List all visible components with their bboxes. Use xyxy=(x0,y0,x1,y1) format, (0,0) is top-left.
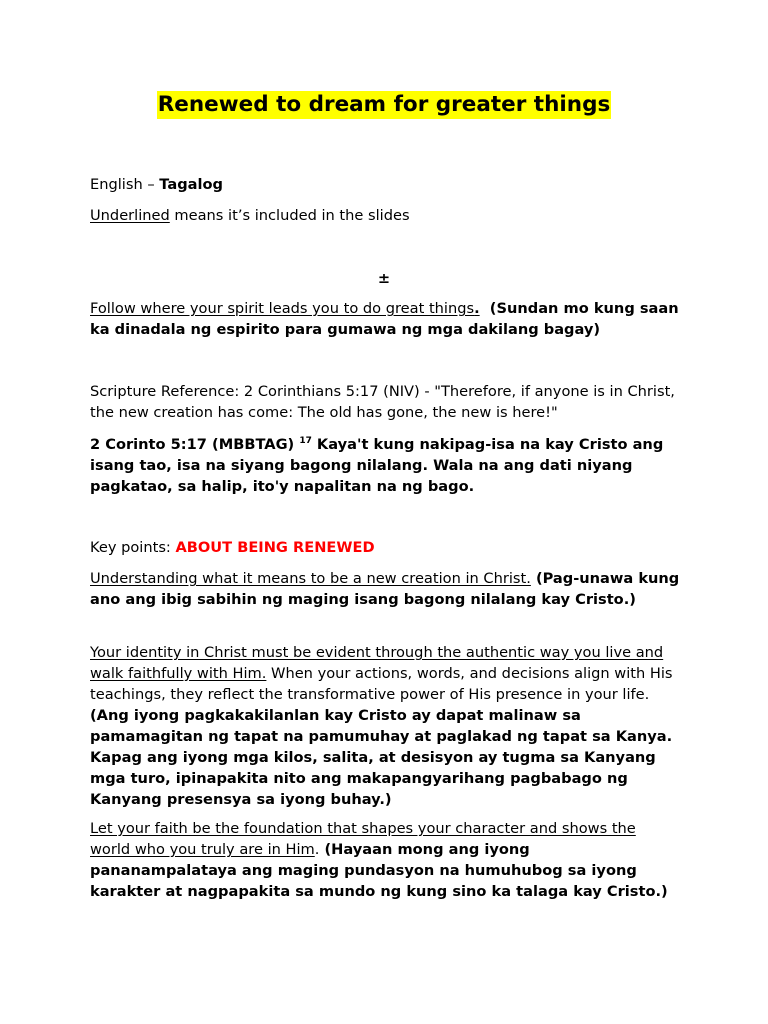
title-container xyxy=(0,91,768,119)
key-points-label: Key points: xyxy=(90,539,176,556)
theme-english: Follow where your spirit leads you to do great things xyxy=(90,300,475,317)
language-english-label: English – xyxy=(90,176,160,193)
verse-number: 17 xyxy=(299,436,312,446)
key-points-title: ABOUT BEING RENEWED xyxy=(175,539,375,556)
scripture-tagalog xyxy=(90,434,680,497)
key-point-1 xyxy=(90,568,680,610)
key-point-2-underlined: Your identity in Christ must be evident through the authentic way you live and walk faithfully with Him. xyxy=(90,644,664,682)
language-legend xyxy=(90,174,680,195)
slides-note xyxy=(90,205,680,226)
key-point-3-underlined: Let your faith be the foundation that shapes your character and shows the world who you truly are in Him xyxy=(90,820,636,858)
key-point-2-plain: When your actions, words, and decisions align with His teachings, they reflect the transformative power of His presence in your life. xyxy=(90,665,673,703)
key-point-1-tagalog: (Pag-unawa kung ano ang ibig sabihin ng maging isang bagong nilalang kay Cristo.) xyxy=(90,570,680,608)
scripture-reference: Scripture Reference: 2 Corinthians 5:17 (NIV) - "Therefore, if anyone is in Christ, the new creation has come: The old has gone, the new is here!" xyxy=(90,383,675,421)
key-points-heading xyxy=(90,537,680,558)
note-underlined-word: Underlined xyxy=(90,207,170,224)
language-tagalog-label: Tagalog xyxy=(159,176,223,193)
section-separator: ± xyxy=(377,270,391,287)
key-point-3-tagalog: (Hayaan mong ang iyong pananampalataya ang maging pundasyon na humuhubog sa iyong karakter at nagpapakita sa mundo ng kung sino ka talaga kay Cristo.) xyxy=(90,841,668,900)
theme-dot: . xyxy=(474,300,480,317)
theme-tagalog: (Sundan mo kung saan ka dinadala ng espirito para gumawa ng mga dakilang bagay) xyxy=(90,300,684,338)
key-point-2 xyxy=(90,642,680,810)
note-text: means it’s included in the slides xyxy=(169,207,410,224)
tagalog-reference: 2 Corinto 5:17 (MBBTAG) xyxy=(90,436,300,453)
tagalog-verse-text: Kaya't kung nakipag-isa na kay Cristo ang isang tao, isa na siyang bagong nilalang. Wala na ang dati niyang pagkatao, sa halip, ito'y napalitan na ng bago. xyxy=(90,436,664,495)
document-title: Renewed to dream for greater things xyxy=(157,92,611,117)
key-point-3 xyxy=(90,818,680,902)
theme-paragraph xyxy=(90,298,684,340)
key-point-3-plain: . xyxy=(314,841,320,858)
key-point-2-tagalog: (Ang iyong pagkakakilanlan kay Cristo ay dapat malinaw sa pamamagitan ng tapat na pamumuhay at paglakad ng tapat sa Kanya. Kapag ang iyong mga kilos, salita, at desisyon ay tugma sa Kanyang mga turo, ipinapakita nito ang makapangyarihang pagbabago ng Kanyang presensya sa iyong buhay.) xyxy=(90,707,673,808)
key-point-1-underlined: Understanding what it means to be a new creation in Christ. xyxy=(90,570,531,587)
